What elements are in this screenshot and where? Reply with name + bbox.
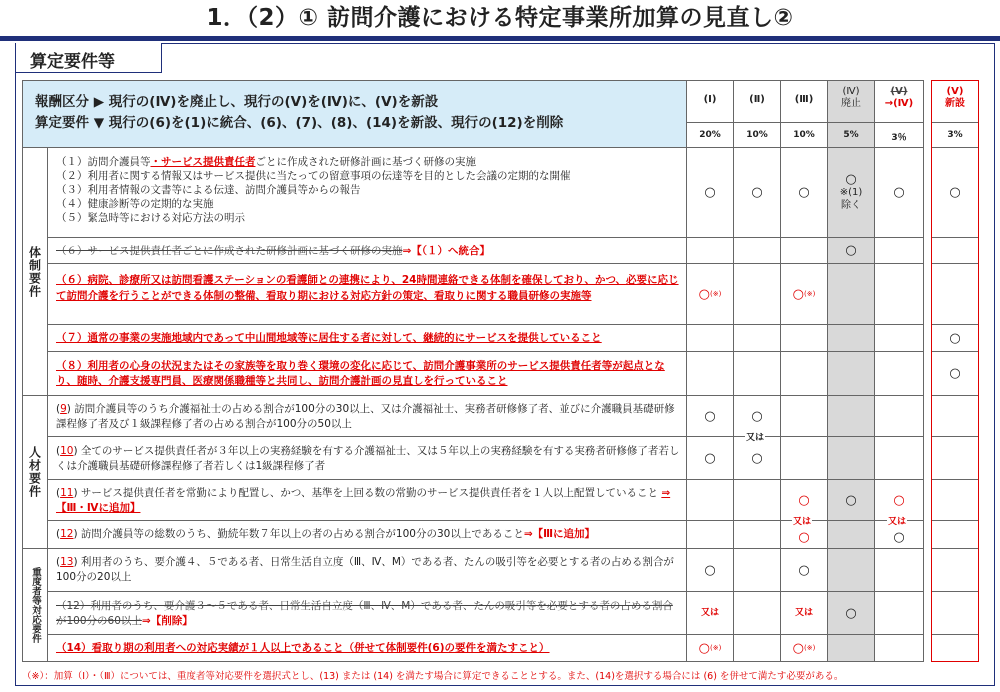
req-4: （４）健康診断等の定期的な実施 bbox=[56, 198, 214, 210]
mark-r14-c3 bbox=[780, 634, 828, 662]
mark-r12-c5: ○ bbox=[874, 520, 924, 549]
mark-r6new-c4 bbox=[827, 263, 875, 325]
mark-r12old-c2 bbox=[733, 591, 781, 635]
requirement-11: (11) サービス提供責任者を常勤により配置し、かつ、基準を上回る数の常勤のサービス提供責任者を１人以上配置していること ⇒【Ⅲ・Ⅳに追加】 bbox=[47, 479, 687, 521]
req-2: （２）利用者に関する情報又はサービス提供に当たっての留意事項の伝達等を目的とした会議の定期的な開催 bbox=[56, 170, 571, 182]
mark-r14-c3-circle: ○ bbox=[792, 640, 804, 656]
mark-r14-c4 bbox=[827, 634, 875, 662]
requirement-1-5 bbox=[47, 147, 687, 238]
mark-r14-c5 bbox=[874, 634, 924, 662]
mark-r1-c5: ○ bbox=[874, 147, 924, 238]
req-12-old-note: ⇒【削除】 bbox=[141, 615, 193, 627]
req-13-num: 13 bbox=[60, 556, 74, 568]
mark-r8-c4 bbox=[827, 351, 875, 396]
header-line2: 算定要件 ▼ 現行の(6)を(1)に統合、(6)、(7)、(8)、(14)を新設、現行の(12)を削除 bbox=[35, 115, 564, 131]
mark-r12-c4 bbox=[827, 520, 875, 549]
requirement-6-new: （６）病院、診療所又は訪問看護ステーションの看護師との連携により、24時間連絡できる体制を確保しており、かつ、必要に応じて訪問介護を行うことができる体制の整備、看取り期における対応方針の策定、看取りに関する職員研修の実施等 bbox=[47, 263, 687, 325]
req-10-text: 全てのサービス提供責任者が３年以上の実務経験を有する介護福祉士、又は５年以上の実務経験を有する実務者研修修了者若しくは介護職員基礎研修課程修了者若しくは1級課程修了者 bbox=[56, 445, 680, 472]
col-header-5-label: (Ⅴ) bbox=[890, 86, 908, 97]
or-label-13-14-c3: 又は bbox=[794, 607, 813, 618]
category-taisei-label: 体制要件 bbox=[27, 245, 42, 298]
col-header-1: (Ⅰ) bbox=[686, 80, 734, 123]
mark-r11-c5: ○ bbox=[874, 479, 924, 521]
header-line1: 報酬区分 ▶ 現行の(Ⅳ)を廃止し、現行の(Ⅴ)を(Ⅳ)に、(Ⅴ)を新設 bbox=[35, 94, 439, 110]
mark-r12old-c4: ○ bbox=[827, 591, 875, 635]
header-description bbox=[22, 80, 687, 148]
mark-r13-c1: ○ bbox=[686, 548, 734, 592]
title-underline bbox=[0, 36, 1000, 41]
mark-r9-c5 bbox=[874, 395, 924, 437]
col-header-4 bbox=[827, 80, 875, 123]
mark-r14-c1-circle: ○ bbox=[698, 640, 710, 656]
col-header-5-sub: →(Ⅳ) bbox=[884, 98, 914, 109]
requirement-8: （８）利用者の心身の状況またはその家族等を取り巻く環境の変化に応じて、訪問介護事業所のサービス提供責任者等が起点となり、随時、介護支援専門員、医療関係職種等と共同し、訪問介護計画の見直しを行っていること bbox=[47, 351, 687, 396]
mark-r13-c6 bbox=[931, 548, 979, 592]
col-pct-5: 3％ bbox=[874, 122, 924, 148]
mark-r6old-c1 bbox=[686, 237, 734, 264]
mark-r13-c4 bbox=[827, 548, 875, 592]
req-13-text: 利用者のうち、要介護４、５である者、日常生活自立度（Ⅲ、Ⅳ、M）である者、たんの吸引等を必要とする者の占める割合が100分の20以上 bbox=[56, 556, 674, 583]
or-label-13-14-c1: 又は bbox=[700, 607, 719, 618]
mark-r1-c4-note1: ※(1) bbox=[839, 187, 863, 198]
req-6-old-note: ⇒【（１）へ統合】 bbox=[402, 245, 491, 257]
mark-r9-c1: ○ bbox=[686, 395, 734, 437]
or-label-11-12-c3: 又は bbox=[792, 514, 812, 527]
mark-r1-c2: ○ bbox=[733, 147, 781, 238]
mark-r12old-c1 bbox=[686, 591, 734, 635]
req-1-b: ・サービス提供責任者 bbox=[150, 156, 256, 168]
mark-r6new-c3-circle: ○ bbox=[792, 286, 804, 302]
mark-r12old-c5 bbox=[874, 591, 924, 635]
mark-r6new-c1-circle: ○ bbox=[698, 286, 710, 302]
col-header-4-label: (Ⅳ) bbox=[842, 86, 860, 97]
mark-r12old-c3 bbox=[780, 591, 828, 635]
category-taisei bbox=[22, 147, 48, 396]
requirement-12-old bbox=[47, 591, 687, 635]
mark-r12old-c6 bbox=[931, 591, 979, 635]
category-jutoku bbox=[22, 548, 48, 662]
or-label-11-12-c5: 又は bbox=[887, 514, 907, 527]
requirement-6-old bbox=[47, 237, 687, 264]
mark-r12-c1 bbox=[686, 520, 734, 549]
col-pct-6: 3% bbox=[931, 122, 979, 148]
mark-r8-c6: ○ bbox=[931, 351, 979, 396]
mark-r6old-c4: ○ bbox=[827, 237, 875, 264]
col-pct-4: 5% bbox=[827, 122, 875, 148]
mark-r8-c1 bbox=[686, 351, 734, 396]
req-6-old-text: （６）サービス提供責任者ごとに作成された研修計画に基づく研修の実施 bbox=[56, 245, 403, 257]
req-3: （３）利用者情報の文書等による伝達、訪問介護員等からの報告 bbox=[56, 184, 361, 196]
mark-r10-c1: ○ bbox=[686, 436, 734, 480]
mark-r1-c4-note2: 除く bbox=[841, 200, 861, 211]
col-pct-1: 20% bbox=[686, 122, 734, 148]
mark-r9-c6 bbox=[931, 395, 979, 437]
mark-r6new-c1-note: (※) bbox=[710, 289, 722, 298]
mark-r6old-c5 bbox=[874, 237, 924, 264]
mark-r7-c2 bbox=[733, 324, 781, 352]
requirement-10: (10) 全てのサービス提供責任者が３年以上の実務経験を有する介護福祉士、又は５年以上の実務経験を有する実務者研修修了者若しくは介護職員基礎研修課程修了者若しくは1級課程修了者 bbox=[47, 436, 687, 480]
mark-r6old-c2 bbox=[733, 237, 781, 264]
req-10-num: 10 bbox=[60, 445, 74, 457]
mark-r7-c6: ○ bbox=[931, 324, 979, 352]
mark-r13-c3: ○ bbox=[780, 548, 828, 592]
req-1 bbox=[56, 155, 682, 169]
mark-r14-c2 bbox=[733, 634, 781, 662]
mark-r11-c3: ○ bbox=[780, 479, 828, 521]
mark-r14-c1 bbox=[686, 634, 734, 662]
mark-r1-c1: ○ bbox=[686, 147, 734, 238]
col-pct-3: 10% bbox=[780, 122, 828, 148]
mark-r6old-c6 bbox=[931, 237, 979, 264]
mark-r6new-c5 bbox=[874, 263, 924, 325]
col-header-6-label: (Ⅴ) bbox=[946, 86, 964, 97]
mark-r9-c2: ○ bbox=[733, 395, 781, 437]
col-header-4-sub: 廃止 bbox=[841, 98, 861, 109]
mark-r10-c2: ○ bbox=[733, 436, 781, 480]
col-header-5 bbox=[874, 80, 924, 123]
section-tab: 算定要件等 bbox=[15, 43, 162, 73]
mark-r8-c5 bbox=[874, 351, 924, 396]
mark-r11-c2 bbox=[733, 479, 781, 521]
mark-r12-c6 bbox=[931, 520, 979, 549]
mark-r6new-c3 bbox=[780, 263, 828, 325]
req-11-note: ⇒【Ⅲ・Ⅳに追加】 bbox=[56, 487, 671, 514]
col-pct-2: 10% bbox=[733, 122, 781, 148]
mark-r8-c3 bbox=[780, 351, 828, 396]
mark-r14-c6 bbox=[931, 634, 979, 662]
mark-r10-c5 bbox=[874, 436, 924, 480]
footnote: （※）：加算（Ⅰ）・（Ⅲ）については、重度者等対応要件を選択式とし、(13) または (14) を満たす場合に算定できることとする。また、(14)を選択する場合には (6) を併せて満たす必要がある。 bbox=[22, 671, 844, 682]
page-title: 1．（2）① 訪問介護における特定事業所加算の見直し② bbox=[206, 5, 794, 31]
mark-r11-c4: ○ bbox=[827, 479, 875, 521]
req-12-text: 訪問介護員等の総数のうち、勤続年数７年以上の者の占める割合が100分の30以上であること bbox=[80, 528, 524, 540]
mark-r1-c4 bbox=[827, 147, 875, 238]
req-9-text: 訪問介護員等のうち介護福祉士の占める割合が100分の30以上、又は介護福祉士、実務者研修修了者、並びに介護職員基礎研修課程修了者及び１級課程修了者の占める割合が100分の50以上 bbox=[56, 403, 675, 430]
or-label-9-10: 又は bbox=[745, 430, 765, 443]
mark-r6new-c6 bbox=[931, 263, 979, 325]
mark-r14-c3-note: (※) bbox=[804, 643, 816, 652]
req-1-a: （１）訪問介護員等 bbox=[56, 156, 151, 168]
col-header-6-sub: 新設 bbox=[945, 98, 965, 109]
mark-r7-c1 bbox=[686, 324, 734, 352]
mark-r1-c3: ○ bbox=[780, 147, 828, 238]
mark-r6new-c1 bbox=[686, 263, 734, 325]
req-5: （５）緊急時等における対応方法の明示 bbox=[56, 212, 245, 224]
mark-r7-c4 bbox=[827, 324, 875, 352]
mark-r6new-c2 bbox=[733, 263, 781, 325]
mark-r6old-c3 bbox=[780, 237, 828, 264]
category-jutoku-label: 重度者等対応要件 bbox=[30, 567, 41, 643]
requirement-9: (9) 訪問介護員等のうち介護福祉士の占める割合が100分の30以上、又は介護福祉士、実務者研修修了者、並びに介護職員基礎研修課程修了者及び１級課程修了者の占める割合が100分の50以上 bbox=[47, 395, 687, 437]
mark-r12-c3: ○ bbox=[780, 520, 828, 549]
mark-r1-c6: ○ bbox=[931, 147, 979, 238]
mark-r1-c4-circle: ○ bbox=[845, 172, 857, 187]
mark-r13-c5 bbox=[874, 548, 924, 592]
mark-r13-c2 bbox=[733, 548, 781, 592]
req-12-note: ⇒【Ⅲに追加】 bbox=[523, 528, 596, 540]
mark-r11-c1 bbox=[686, 479, 734, 521]
requirement-7: （７）通常の事業の実施地域内であって中山間地域等に居住する者に対して、継続的にサービスを提供していること bbox=[47, 324, 687, 352]
category-jinzai bbox=[22, 395, 48, 549]
mark-r14-c1-note: (※) bbox=[710, 643, 722, 652]
requirement-13: (13) 利用者のうち、要介護４、５である者、日常生活自立度（Ⅲ、Ⅳ、M）である者、たんの吸引等を必要とする者の占める割合が100分の20以上 bbox=[47, 548, 687, 592]
requirement-14: （14）看取り期の利用者への対応実績が１人以上であること（併せて体制要件(6)の要件を満たすこと） bbox=[47, 634, 687, 662]
requirement-12: (12) 訪問介護員等の総数のうち、勤続年数７年以上の者の占める割合が100分の30以上であること⇒【Ⅲに追加】 bbox=[47, 520, 687, 549]
mark-r12-c2 bbox=[733, 520, 781, 549]
col-header-6 bbox=[931, 80, 979, 123]
category-jinzai-label: 人材要件 bbox=[27, 446, 42, 498]
mark-r8-c2 bbox=[733, 351, 781, 396]
mark-r11-c6 bbox=[931, 479, 979, 521]
req-1-c: ごとに作成された研修計画に基づく研修の実施 bbox=[255, 156, 476, 168]
mark-r10-c4 bbox=[827, 436, 875, 480]
req-12-num: 12 bbox=[60, 528, 74, 540]
mark-r10-c6 bbox=[931, 436, 979, 480]
mark-r7-c5 bbox=[874, 324, 924, 352]
req-9-num: 9 bbox=[60, 403, 67, 415]
mark-r10-c3 bbox=[780, 436, 828, 480]
col-header-3: (Ⅲ) bbox=[780, 80, 828, 123]
req-11-num: 11 bbox=[60, 487, 74, 499]
req-11-text: サービス提供責任者を常勤により配置し、かつ、基準を上回る数の常勤のサービス提供責任者を１人以上配置していること bbox=[80, 487, 658, 499]
mark-r7-c3 bbox=[780, 324, 828, 352]
mark-r6new-c3-note: (※) bbox=[804, 289, 816, 298]
req-12-old-text: （12）利用者のうち、要介護３～５である者、日常生活自立度（Ⅲ、Ⅳ、M）である者、たんの吸引等を必要とする者の占める割合が100分の60以上 bbox=[56, 600, 673, 627]
col-header-2: (Ⅱ) bbox=[733, 80, 781, 123]
mark-r9-c4 bbox=[827, 395, 875, 437]
mark-r9-c3 bbox=[780, 395, 828, 437]
